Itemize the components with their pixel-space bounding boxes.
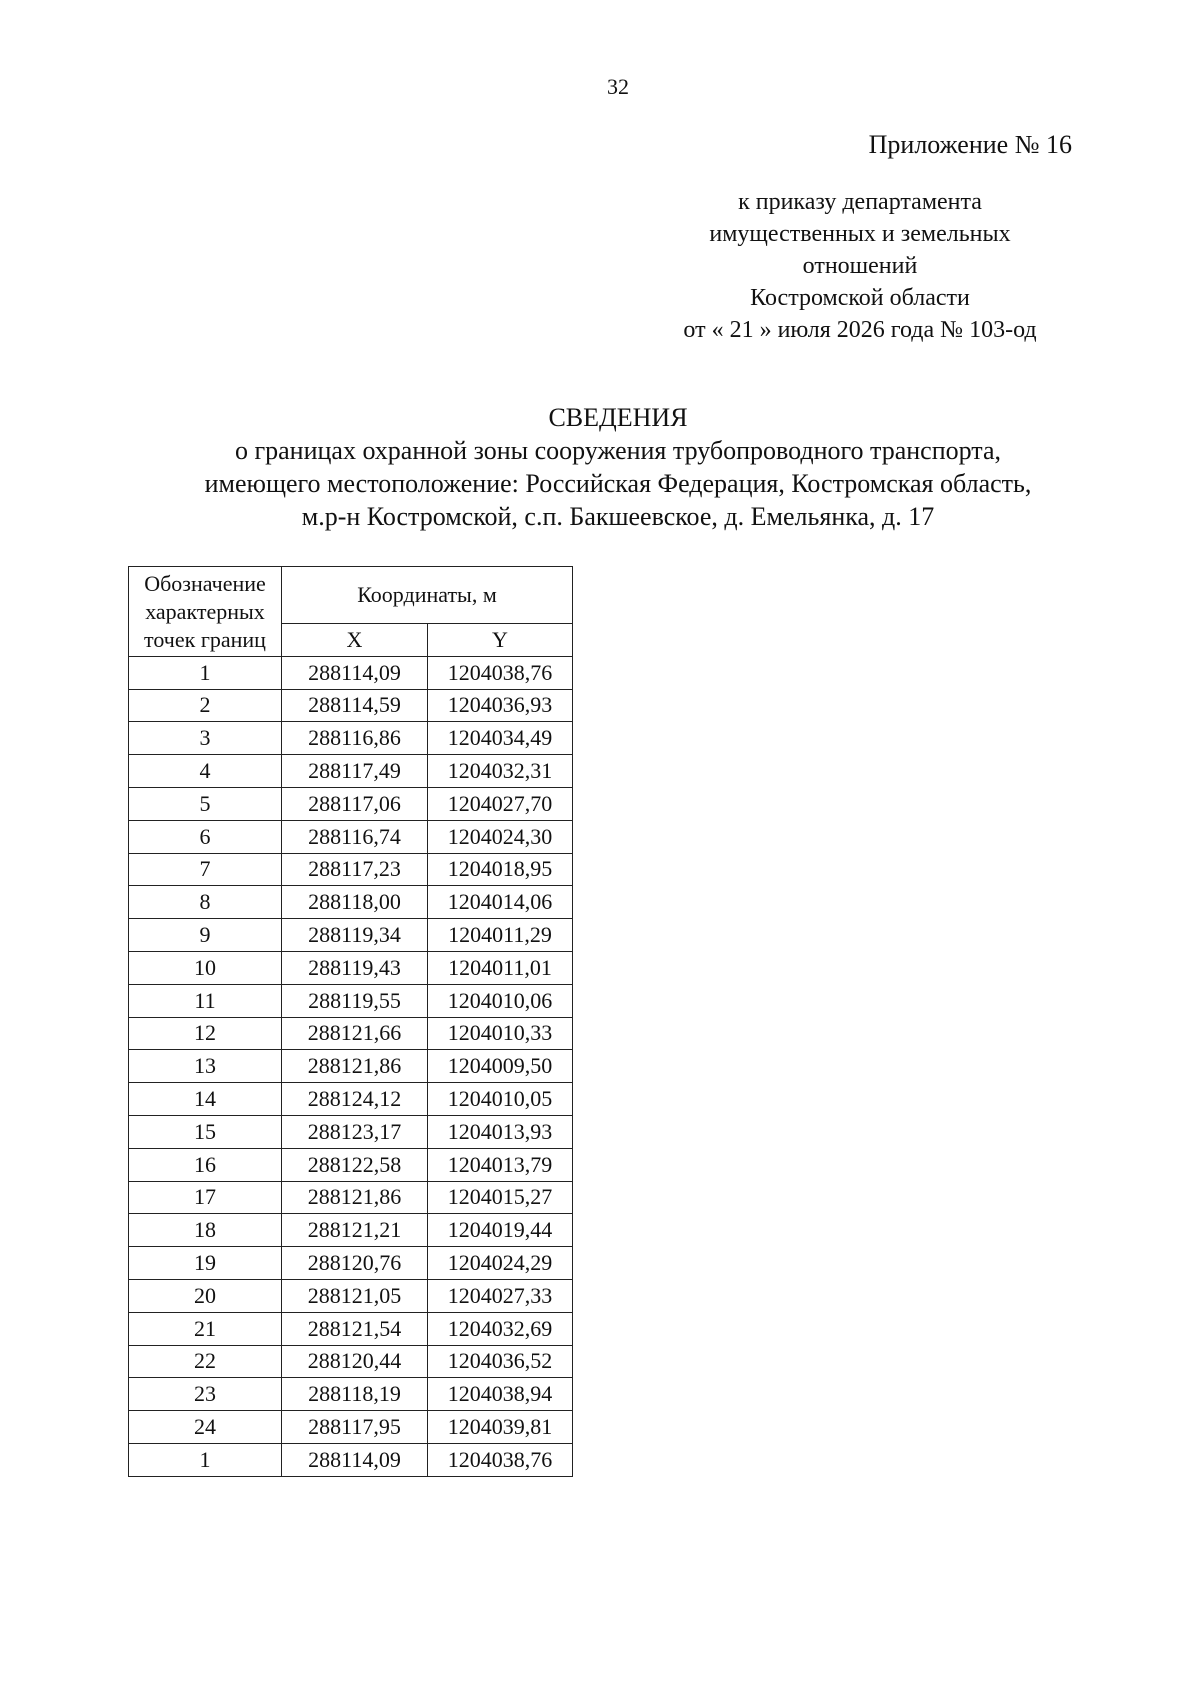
point-id-cell: 17 (129, 1181, 282, 1214)
x-coordinate-cell: 288116,74 (282, 820, 428, 853)
y-coordinate-cell: 1204015,27 (428, 1181, 573, 1214)
table-row (129, 689, 573, 722)
x-coordinate-cell: 288118,19 (282, 1378, 428, 1411)
table-row (129, 656, 573, 689)
y-coordinate-cell: 1204018,95 (428, 853, 573, 886)
y-coordinate-cell: 1204010,05 (428, 1083, 573, 1116)
table-row (129, 1345, 573, 1378)
x-coordinate-cell: 288114,09 (282, 656, 428, 689)
point-id-cell: 16 (129, 1148, 282, 1181)
table-row (129, 1312, 573, 1345)
y-coordinate-cell: 1204034,49 (428, 722, 573, 755)
x-coordinate-cell: 288114,09 (282, 1443, 428, 1476)
point-header-line: Обозначение (144, 571, 266, 597)
point-id-cell: 2 (129, 689, 282, 722)
x-coordinate-cell: 288117,95 (282, 1411, 428, 1444)
point-id-cell: 4 (129, 755, 282, 788)
y-coordinate-cell: 1204013,93 (428, 1115, 573, 1148)
x-coordinate-cell: 288121,54 (282, 1312, 428, 1345)
y-coordinate-cell: 1204019,44 (428, 1214, 573, 1247)
point-id-cell: 11 (129, 984, 282, 1017)
table-row (129, 1279, 573, 1312)
order-date-line: от « 21 » июля 2026 года № 103-од (683, 317, 1037, 343)
y-coordinate-cell: 1204024,29 (428, 1247, 573, 1280)
point-id-cell: 5 (129, 787, 282, 820)
table-row (129, 886, 573, 919)
x-coordinate-cell: 288120,44 (282, 1345, 428, 1378)
point-id-cell: 12 (129, 1017, 282, 1050)
table-row (129, 722, 573, 755)
x-coordinate-cell: 288119,43 (282, 951, 428, 984)
point-id-cell: 1 (129, 1443, 282, 1476)
table-row (129, 755, 573, 788)
x-coordinate-cell: 288119,55 (282, 984, 428, 1017)
y-coordinate-cell: 1204038,76 (428, 656, 573, 689)
y-coordinate-cell: 1204032,31 (428, 755, 573, 788)
point-id-cell: 3 (129, 722, 282, 755)
x-coordinate-cell: 288118,00 (282, 886, 428, 919)
point-id-cell: 15 (129, 1115, 282, 1148)
table-row (129, 1181, 573, 1214)
y-coordinate-cell: 1204038,94 (428, 1378, 573, 1411)
point-id-cell: 14 (129, 1083, 282, 1116)
x-coordinate-cell: 288119,34 (282, 919, 428, 952)
x-coordinate-cell: 288114,59 (282, 689, 428, 722)
point-header (129, 567, 282, 657)
table-row (129, 1247, 573, 1280)
heading-title: СВЕДЕНИЯ (548, 403, 688, 432)
y-coordinate-cell: 1204014,06 (428, 886, 573, 919)
table-row (129, 1443, 573, 1476)
y-coordinate-cell: 1204027,33 (428, 1279, 573, 1312)
point-id-cell: 21 (129, 1312, 282, 1345)
table-row (129, 1050, 573, 1083)
coords-header: Координаты, м (282, 567, 573, 624)
table-body (129, 656, 573, 1476)
table-row (129, 1378, 573, 1411)
y-header: Y (428, 624, 573, 657)
heading-line: имеющего местоположение: Российская Федерация, Костромская область, (204, 469, 1032, 498)
x-coordinate-cell: 288117,49 (282, 755, 428, 788)
y-coordinate-cell: 1204010,06 (428, 984, 573, 1017)
table-row (129, 1411, 573, 1444)
table-row (129, 1083, 573, 1116)
y-coordinate-cell: 1204038,76 (428, 1443, 573, 1476)
order-line: к приказу департамента (738, 189, 982, 215)
table-row (129, 820, 573, 853)
table-row (129, 787, 573, 820)
y-coordinate-cell: 1204011,01 (428, 951, 573, 984)
y-coordinate-cell: 1204027,70 (428, 787, 573, 820)
order-reference (610, 186, 1110, 346)
point-id-cell: 9 (129, 919, 282, 952)
x-coordinate-cell: 288121,86 (282, 1181, 428, 1214)
coordinates-table (128, 566, 573, 1477)
x-header: X (282, 624, 428, 657)
point-id-cell: 13 (129, 1050, 282, 1083)
order-line: Костромской области (750, 285, 970, 311)
table-row (129, 853, 573, 886)
x-coordinate-cell: 288117,06 (282, 787, 428, 820)
y-coordinate-cell: 1204039,81 (428, 1411, 573, 1444)
heading-line: о границах охранной зоны сооружения трубопроводного транспорта, (234, 436, 1002, 465)
table-row (129, 919, 573, 952)
x-coordinate-cell: 288116,86 (282, 722, 428, 755)
x-coordinate-cell: 288124,12 (282, 1083, 428, 1116)
y-coordinate-cell: 1204011,29 (428, 919, 573, 952)
table-row (129, 984, 573, 1017)
point-id-cell: 24 (129, 1411, 282, 1444)
x-coordinate-cell: 288121,21 (282, 1214, 428, 1247)
order-line: имущественных и земельных (709, 221, 1011, 247)
heading-line: м.р-н Костромской, с.п. Бакшеевское, д. Емельянка, д. 17 (301, 502, 935, 531)
point-id-cell: 1 (129, 656, 282, 689)
x-coordinate-cell: 288123,17 (282, 1115, 428, 1148)
appendix-title: Приложение № 16 (868, 130, 1072, 159)
y-coordinate-cell: 1204010,33 (428, 1017, 573, 1050)
point-id-cell: 7 (129, 853, 282, 886)
table-row (129, 1148, 573, 1181)
table-row (129, 1115, 573, 1148)
order-line: отношений (802, 253, 918, 279)
y-coordinate-cell: 1204036,52 (428, 1345, 573, 1378)
y-coordinate-cell: 1204013,79 (428, 1148, 573, 1181)
x-coordinate-cell: 288120,76 (282, 1247, 428, 1280)
point-id-cell: 10 (129, 951, 282, 984)
x-coordinate-cell: 288121,86 (282, 1050, 428, 1083)
point-id-cell: 22 (129, 1345, 282, 1378)
x-coordinate-cell: 288121,05 (282, 1279, 428, 1312)
y-coordinate-cell: 1204032,69 (428, 1312, 573, 1345)
y-coordinate-cell: 1204009,50 (428, 1050, 573, 1083)
point-id-cell: 8 (129, 886, 282, 919)
x-coordinate-cell: 288117,23 (282, 853, 428, 886)
y-coordinate-cell: 1204036,93 (428, 689, 573, 722)
point-id-cell: 20 (129, 1279, 282, 1312)
table-row (129, 1017, 573, 1050)
point-id-cell: 23 (129, 1378, 282, 1411)
table-row (129, 951, 573, 984)
document-heading (0, 401, 1200, 533)
y-coordinate-cell: 1204024,30 (428, 820, 573, 853)
x-coordinate-cell: 288122,58 (282, 1148, 428, 1181)
point-id-cell: 6 (129, 820, 282, 853)
page-number: 32 (607, 74, 629, 99)
table-row (129, 1214, 573, 1247)
point-id-cell: 19 (129, 1247, 282, 1280)
point-header-line: характерных (145, 599, 265, 625)
point-header-line: точек границ (144, 627, 266, 653)
x-coordinate-cell: 288121,66 (282, 1017, 428, 1050)
point-id-cell: 18 (129, 1214, 282, 1247)
